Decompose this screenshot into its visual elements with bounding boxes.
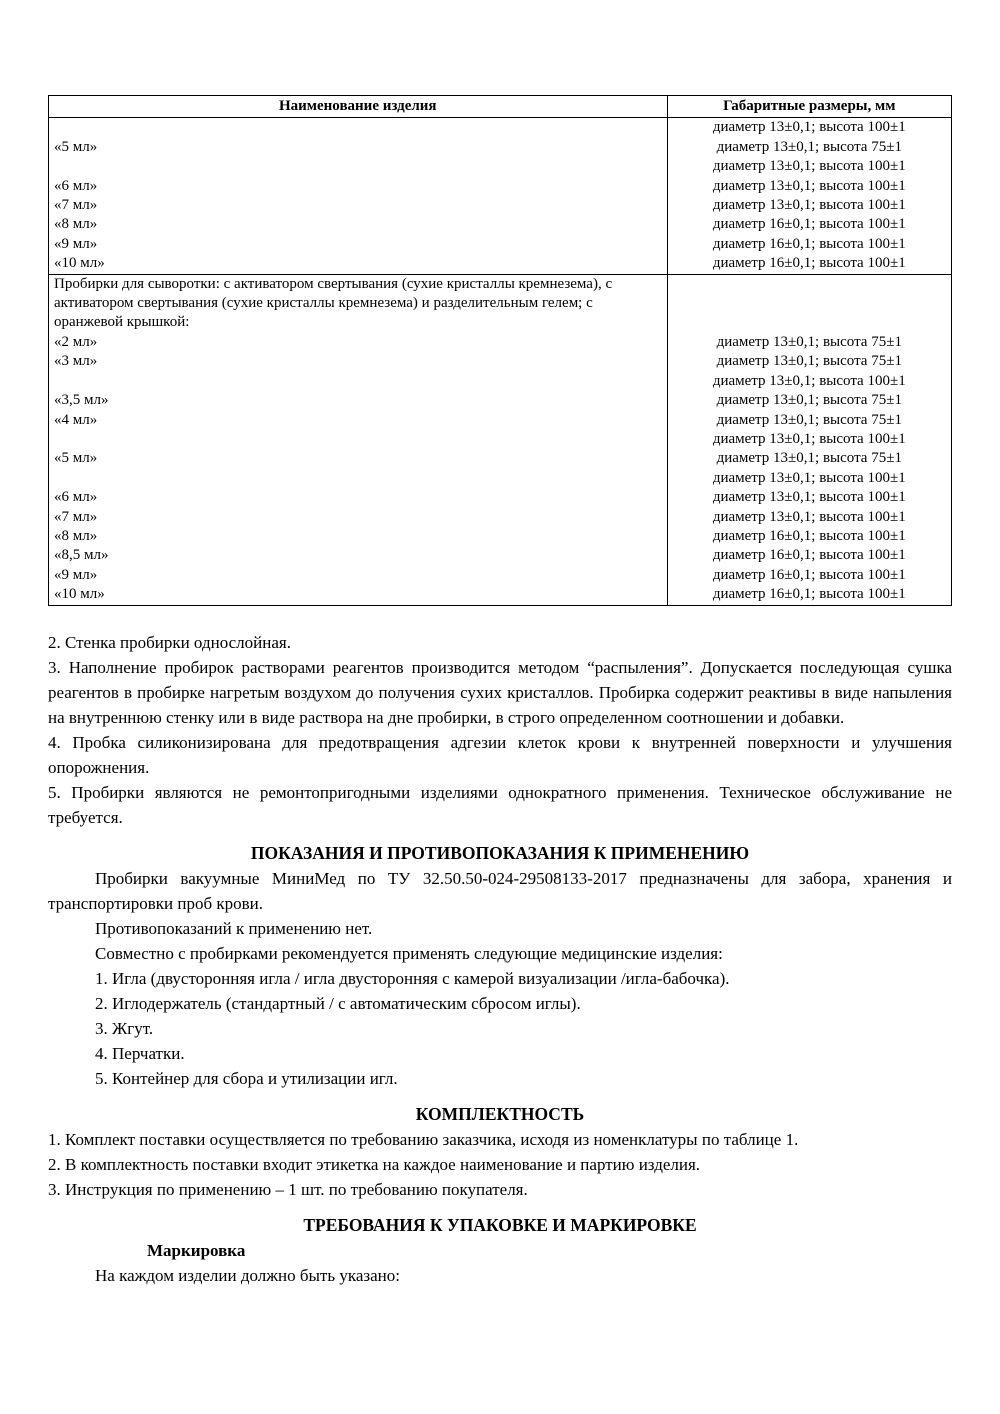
list-item-needle-holder: 2. Иглодержатель (стандартный / с автоматическим сбросом иглы). — [95, 993, 581, 1013]
dimensions-cell: диаметр 16±0,1; высота 100±1 — [667, 527, 951, 546]
dimensions-cell: диаметр 13±0,1; высота 100±1 — [667, 488, 951, 507]
product-name-cell: «9 мл» — [49, 235, 668, 254]
product-name-cell: «8 мл» — [49, 215, 668, 234]
product-name-cell: «2 мл» — [49, 333, 668, 352]
table-row — [49, 372, 952, 391]
list-item-needle: 1. Игла (двусторонняя игла / игла двусторонняя с камерой визуализации /игла-бабочка). — [95, 968, 730, 988]
product-name-cell: «10 мл» — [49, 585, 668, 605]
dimensions-cell: диаметр 16±0,1; высота 100±1 — [667, 566, 951, 585]
note-siliconized-stopper: 4. Пробка силиконизирована для предотвращения адгезии клеток крови к внутренней поверхности и улучшения опорожнения. — [48, 732, 952, 777]
table-row — [49, 449, 952, 468]
dimensions-cell: диаметр 13±0,1; высота 100±1 — [667, 118, 951, 138]
indications-recommended-devices-paragraph: Совместно с пробирками рекомендуется применять следующие медицинские изделия: — [95, 943, 723, 963]
note-reagent-filling: 3. Наполнение пробирок растворами реагентов производится методом “распыления”. Допускается последующая сушка реагентов в пробирке нагретым воздухом до получения сухих кристаллов. Пробирка содержит реактивы в виде напыления на внутреннюю стенку или в виде раствора на дне пробирки, в строго определенном соотношении и добавки. — [48, 657, 952, 727]
indications-contraindications-paragraph: Противопоказаний к применению нет. — [95, 918, 373, 938]
product-name-cell: «8 мл» — [49, 527, 668, 546]
list-item-gloves: 4. Перчатки. — [95, 1043, 185, 1063]
dimensions-cell: диаметр 13±0,1; высота 75±1 — [667, 138, 951, 157]
table-section-row — [49, 274, 952, 333]
dimensions-cell: диаметр 13±0,1; высота 100±1 — [667, 508, 951, 527]
product-name-cell: «7 мл» — [49, 196, 668, 215]
product-name-cell — [49, 118, 668, 138]
dimensions-cell: диаметр 16±0,1; высота 100±1 — [667, 546, 951, 565]
table-row — [49, 157, 952, 176]
table-row — [49, 215, 952, 234]
dimensions-cell: диаметр 16±0,1; высота 100±1 — [667, 254, 951, 274]
product-name-cell: «8,5 мл» — [49, 546, 668, 565]
completeness-item-instruction: 3. Инструкция по применению – 1 шт. по требованию покупателя. — [48, 1179, 528, 1199]
dimensions-cell: диаметр 13±0,1; высота 75±1 — [667, 391, 951, 410]
completeness-item-delivery-set: 1. Комплект поставки осуществляется по требованию заказчика, исходя из номенклатуры по таблице 1. — [48, 1129, 799, 1149]
table-row — [49, 527, 952, 546]
table-row — [49, 546, 952, 565]
dimensions-cell: диаметр 13±0,1; высота 100±1 — [667, 157, 951, 176]
product-name-cell: Пробирки для сыворотки: с активатором свертывания (сухие кристаллы кремнезема), с активатором свертывания (сухие кристаллы кремнезема) и разделительным гелем; с оранжевой крышкой: — [49, 274, 668, 333]
dimensions-cell: диаметр 13±0,1; высота 75±1 — [667, 411, 951, 430]
dimensions-cell: диаметр 13±0,1; высота 100±1 — [667, 196, 951, 215]
product-name-cell: «3,5 мл» — [49, 391, 668, 410]
table-row — [49, 566, 952, 585]
dimensions-cell: диаметр 13±0,1; высота 100±1 — [667, 177, 951, 196]
dimensions-cell: диаметр 13±0,1; высота 75±1 — [667, 352, 951, 371]
product-name-cell: «4 мл» — [49, 411, 668, 430]
table-row — [49, 333, 952, 352]
product-name-cell — [49, 430, 668, 449]
table-row — [49, 508, 952, 527]
product-name-cell: «6 мл» — [49, 488, 668, 507]
list-item-tourniquet: 3. Жгут. — [95, 1018, 154, 1038]
note-tube-wall: 2. Стенка пробирки однослойная. — [48, 632, 291, 652]
product-name-cell: «5 мл» — [49, 138, 668, 157]
table-row — [49, 585, 952, 605]
product-name-cell: «6 мл» — [49, 177, 668, 196]
dimensions-cell — [667, 274, 951, 333]
table-row — [49, 196, 952, 215]
product-name-cell: «10 мл» — [49, 254, 668, 274]
dimensions-cell: диаметр 13±0,1; высота 75±1 — [667, 333, 951, 352]
table-row — [49, 138, 952, 157]
dimensions-cell: диаметр 16±0,1; высота 100±1 — [667, 215, 951, 234]
table-row — [49, 430, 952, 449]
section-heading-packaging-marking: ТРЕБОВАНИЯ К УПАКОВКЕ И МАРКИРОВКЕ — [303, 1214, 697, 1235]
dimensions-cell: диаметр 13±0,1; высота 100±1 — [667, 430, 951, 449]
dimensions-cell: диаметр 13±0,1; высота 100±1 — [667, 372, 951, 391]
marking-intro-paragraph: На каждом изделии должно быть указано: — [95, 1265, 400, 1285]
column-header-dimensions: Габаритные размеры, мм — [667, 96, 951, 118]
product-name-cell — [49, 469, 668, 488]
product-name-cell: «3 мл» — [49, 352, 668, 371]
product-name-cell: «9 мл» — [49, 566, 668, 585]
table-row — [49, 391, 952, 410]
indications-purpose-paragraph: Пробирки вакуумные МиниМед по ТУ 32.50.50-024-29508133-2017 предназначены для забора, хранения и транспортировки проб крови. — [48, 868, 952, 913]
table-row — [49, 254, 952, 274]
product-name-cell: «5 мл» — [49, 449, 668, 468]
subheading-marking: Маркировка — [147, 1240, 246, 1260]
dimensions-cell: диаметр 16±0,1; высота 100±1 — [667, 585, 951, 605]
list-item-sharps-container: 5. Контейнер для сбора и утилизации игл. — [95, 1068, 398, 1088]
product-name-cell — [49, 372, 668, 391]
table-row — [49, 411, 952, 430]
note-single-use: 5. Пробирки являются не ремонтопригодными изделиями однократного применения. Техническое обслуживание не требуется. — [48, 782, 952, 827]
product-dimensions-table — [48, 95, 952, 606]
section-heading-completeness: КОМПЛЕКТНОСТЬ — [415, 1103, 585, 1124]
section-heading-indications: ПОКАЗАНИЯ И ПРОТИВОПОКАЗАНИЯ К ПРИМЕНЕНИЮ — [250, 842, 750, 863]
dimensions-cell: диаметр 13±0,1; высота 100±1 — [667, 469, 951, 488]
table-header-row — [49, 96, 952, 118]
table-row — [49, 235, 952, 254]
table-row — [49, 177, 952, 196]
product-name-cell: «7 мл» — [49, 508, 668, 527]
table-row — [49, 469, 952, 488]
dimensions-cell: диаметр 13±0,1; высота 75±1 — [667, 449, 951, 468]
column-header-product-name: Наименование изделия — [49, 96, 668, 118]
table-row — [49, 118, 952, 138]
completeness-item-label: 2. В комплектность поставки входит этикетка на каждое наименование и партию изделия. — [48, 1154, 701, 1174]
table-row — [49, 488, 952, 507]
document-body — [48, 630, 952, 1288]
table-row — [49, 352, 952, 371]
product-name-cell — [49, 157, 668, 176]
dimensions-cell: диаметр 16±0,1; высота 100±1 — [667, 235, 951, 254]
